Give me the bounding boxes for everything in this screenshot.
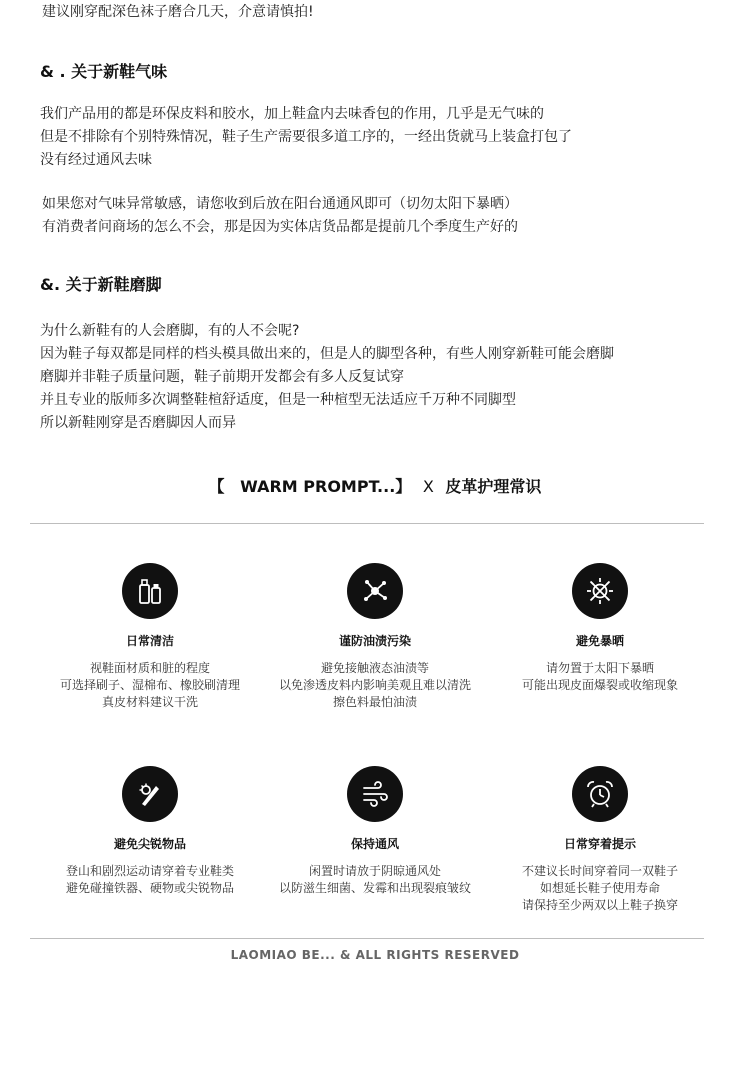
rub-line-2: 因为鞋子每双都是同样的档头模具做出来的，但是人的脚型各种，有些人刚穿新鞋可能会磨脚 bbox=[40, 346, 614, 362]
warm-prompt-banner bbox=[0, 474, 750, 497]
card-desc-line: 擦色料最怕油渍 bbox=[332, 695, 417, 709]
rub-line-4: 并且专业的版师多次调整鞋楦舒适度，但是一种楦型无法适应千万种不同脚型 bbox=[40, 392, 516, 408]
divider-top bbox=[30, 523, 704, 524]
card-desc-line: 以防滋生细菌、发霉和出现裂痕皱纹 bbox=[278, 881, 471, 895]
card-title: 日常穿着提示 bbox=[563, 837, 636, 851]
divider-bottom bbox=[30, 938, 704, 939]
card-description bbox=[480, 660, 720, 694]
oil-splash-icon bbox=[347, 563, 403, 619]
smell-line-2: 但是不排除有个别特殊情况，鞋子生产需要很多道工序的，一经出货就马上装盒打包了 bbox=[40, 129, 572, 145]
card-desc-line: 登山和剧烈运动请穿着专业鞋类 bbox=[65, 864, 234, 878]
card-desc-line: 视鞋面材质和脏的程度 bbox=[89, 661, 210, 675]
rub-line-3: 磨脚并非鞋子质量问题，鞋子前期开发都会有多人反复试穿 bbox=[40, 369, 404, 385]
card-title: 避免暴晒 bbox=[575, 634, 624, 648]
top-note: 建议刚穿配深色袜子磨合几天，介意请慎拍! bbox=[42, 4, 314, 20]
care-card-ventilation bbox=[255, 766, 495, 897]
care-card-oil bbox=[255, 563, 495, 711]
banner-subtitle: 皮革护理常识 bbox=[445, 477, 542, 496]
smell-line-5: 有消费者问商场的怎么不会，那是因为实体店货品都是提前几个季度生产好的 bbox=[42, 219, 518, 235]
card-desc-line: 如想延长鞋子使用寿命 bbox=[539, 881, 660, 895]
card-description bbox=[255, 660, 495, 711]
section-smell-heading: & . 关于新鞋气味 bbox=[40, 62, 168, 81]
smell-line-3: 没有经过通风去味 bbox=[40, 152, 152, 168]
card-desc-line: 请勿置于太阳下暴晒 bbox=[545, 661, 654, 675]
rub-line-1: 为什么新鞋有的人会磨脚，有的人不会呢? bbox=[40, 323, 300, 339]
card-desc-line: 避免碰撞铁器、硬物或尖锐物品 bbox=[65, 881, 234, 895]
smell-line-4: 如果您对气味异常敏感，请您收到后放在阳台通通风即可（切勿太阳下暴晒） bbox=[42, 196, 518, 212]
rub-line-5: 所以新鞋刚穿是否磨脚因人而异 bbox=[40, 415, 236, 431]
card-desc-line: 可能出现皮面爆裂或收缩现象 bbox=[521, 678, 678, 692]
copyright-footer: LAOMIAO BE... & ALL RIGHTS RESERVED bbox=[230, 948, 520, 962]
card-description bbox=[30, 863, 270, 897]
card-desc-line: 请保持至少两双以上鞋子换穿 bbox=[521, 898, 678, 912]
card-desc-line: 避免接触液态油渍等 bbox=[320, 661, 429, 675]
alarm-clock-icon bbox=[572, 766, 628, 822]
sharp-tool-icon bbox=[122, 766, 178, 822]
banner-title: WARM PROMPT...】 bbox=[240, 477, 412, 496]
card-desc-line: 真皮材料建议干洗 bbox=[101, 695, 198, 709]
care-card-sharp bbox=[30, 766, 270, 897]
card-desc-line: 以免渗透皮料内影响美观且难以清洗 bbox=[278, 678, 471, 692]
section-rub-heading: &. 关于新鞋磨脚 bbox=[40, 275, 162, 294]
card-description bbox=[255, 863, 495, 897]
care-card-daily-wear bbox=[480, 766, 720, 914]
card-description bbox=[30, 660, 270, 711]
sun-crossed-icon bbox=[572, 563, 628, 619]
care-card-sun bbox=[480, 563, 720, 694]
card-description bbox=[480, 863, 720, 914]
wind-icon bbox=[347, 766, 403, 822]
smell-line-1: 我们产品用的都是环保皮料和胶水，加上鞋盒内去味香包的作用，几乎是无气味的 bbox=[40, 106, 544, 122]
cleaning-bottles-icon bbox=[122, 563, 178, 619]
card-title: 谨防油渍污染 bbox=[338, 634, 411, 648]
card-desc-line: 不建议长时间穿着同一双鞋子 bbox=[521, 864, 678, 878]
card-title: 避免尖锐物品 bbox=[113, 837, 186, 851]
card-desc-line: 闲置时请放于阴晾通风处 bbox=[308, 864, 441, 878]
banner-separator: X bbox=[422, 477, 434, 496]
card-desc-line: 可选择刷子、湿棉布、橡胶刷清理 bbox=[59, 678, 240, 692]
card-title: 保持通风 bbox=[350, 837, 399, 851]
card-title: 日常清洁 bbox=[125, 634, 174, 648]
care-card-cleaning bbox=[30, 563, 270, 711]
banner-bracket: 【 bbox=[208, 477, 225, 496]
